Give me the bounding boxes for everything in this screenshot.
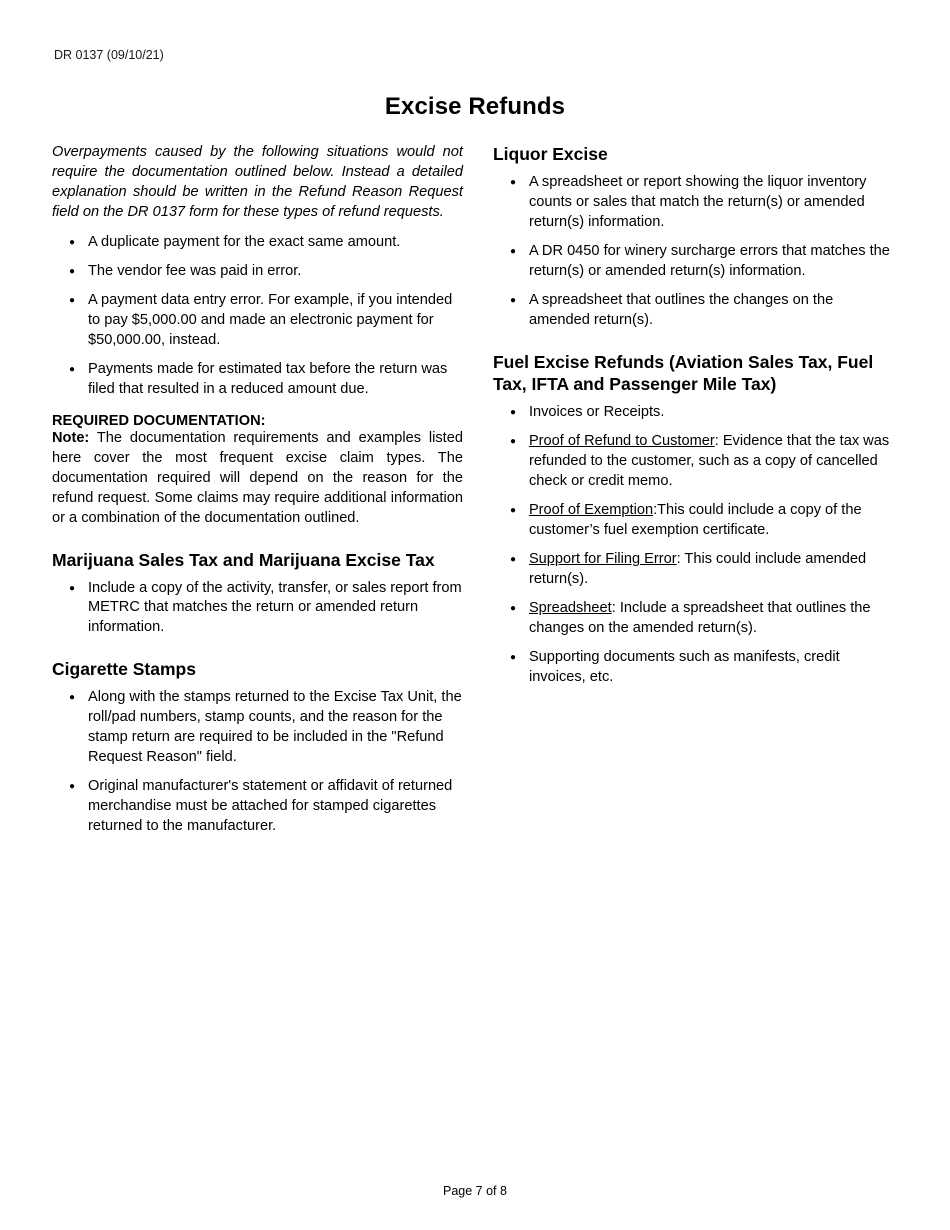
list-item: ● The vendor fee was paid in error. bbox=[86, 262, 463, 282]
list-item-lead: Spreadsheet bbox=[528, 600, 612, 617]
intro-bullet-list bbox=[52, 233, 463, 400]
list-item bbox=[527, 550, 898, 590]
list-item: ● Payments made for estimated tax before the return was filed that resulted in a reduced amount due. bbox=[86, 360, 463, 400]
note-label: Note: bbox=[52, 429, 90, 446]
fuel-excise-bullet-list bbox=[493, 403, 898, 688]
list-item-text: : Include a spreadsheet that outlines the changes on the amended return(s). bbox=[528, 600, 871, 636]
list-item bbox=[527, 403, 898, 423]
list-item: ● A duplicate payment for the exact same amount. bbox=[86, 233, 463, 253]
list-item bbox=[527, 501, 898, 541]
section-heading-marijuana: Marijuana Sales Tax and Marijuana Excise Tax bbox=[52, 549, 435, 570]
required-documentation-heading: REQUIRED DOCUMENTATION: bbox=[52, 412, 266, 429]
list-item bbox=[527, 648, 898, 688]
right-column bbox=[493, 143, 898, 697]
list-item-lead: Proof of Exemption bbox=[528, 502, 654, 519]
list-item: ● A payment data entry error. For example, if you intended to pay $5,000.00 and made an electronic payment for $50,000.00, instead. bbox=[86, 291, 463, 351]
page-footer: Page 7 of 8 bbox=[443, 1184, 507, 1198]
page-title: Excise Refunds bbox=[384, 93, 566, 120]
marijuana-bullet-list bbox=[52, 579, 463, 639]
list-item: ● Original manufacturer's statement or affidavit of returned merchandise must be attached for stamped cigarettes returned to the manufacturer. bbox=[86, 777, 463, 837]
section-heading-fuel-excise: Fuel Excise Refunds (Aviation Sales Tax, Fuel Tax, IFTA and Passenger Mile Tax) bbox=[492, 351, 874, 395]
two-column-body bbox=[52, 143, 898, 846]
cigarette-stamps-bullet-list bbox=[52, 688, 463, 837]
left-column bbox=[52, 143, 463, 846]
list-item-text: A spreadsheet or report showing the liquor inventory counts or sales that match the return(s) or amended return(s) information. bbox=[528, 173, 867, 230]
list-item-lead: Proof of Refund to Customer bbox=[528, 433, 715, 450]
list-item-lead: Support for Filing Error bbox=[528, 551, 677, 568]
list-item-text: Invoices or Receipts. bbox=[528, 404, 665, 421]
list-item: ● Along with the stamps returned to the Excise Tax Unit, the roll/pad numbers, stamp counts, and the reason for the stamp return are required to be included in the "Refund Request Reason" field. bbox=[86, 688, 463, 768]
intro-paragraph: Overpayments caused by the following situations would not require the documentation outlined below. Instead a detailed explanation should be written in the Refund Reason Request field on the DR 0137 form for these types of refund requests. bbox=[52, 144, 463, 220]
list-item-text: Supporting documents such as manifests, credit invoices, etc. bbox=[528, 648, 840, 685]
list-item-text: : This could include amended return(s). bbox=[528, 551, 867, 588]
list-item-text: :This could include a copy of the customer’s fuel exemption certificate. bbox=[528, 502, 862, 539]
list-item-text: A DR 0450 for winery surcharge errors that matches the return(s) or amended return(s) information. bbox=[528, 242, 890, 279]
list-item bbox=[527, 242, 898, 282]
list-item bbox=[527, 599, 898, 639]
form-identifier: DR 0137 (09/10/21) bbox=[54, 48, 164, 62]
list-item bbox=[527, 173, 898, 233]
list-item: ● Include a copy of the activity, transfer, or sales report from METRC that matches the return or amended return information. bbox=[86, 579, 463, 639]
list-item bbox=[527, 432, 898, 492]
list-item-text: A spreadsheet that outlines the changes on the amended return(s). bbox=[528, 291, 834, 328]
section-heading-cigarette-stamps: Cigarette Stamps bbox=[52, 659, 196, 680]
section-heading-liquor-excise: Liquor Excise bbox=[492, 144, 608, 164]
list-item-text: : Evidence that the tax was refunded to the customer, such as a copy of cancelled check or credit memo. bbox=[528, 433, 890, 490]
note-paragraph bbox=[52, 429, 463, 529]
list-item bbox=[527, 291, 898, 331]
note-text: The documentation requirements and examples listed here cover the most frequent excise claim types. The documentation required will depend on the reason for the refund request. Some claims may require additional information or a combination of the documentation outlined. bbox=[52, 429, 463, 526]
liquor-excise-bullet-list bbox=[493, 173, 898, 331]
